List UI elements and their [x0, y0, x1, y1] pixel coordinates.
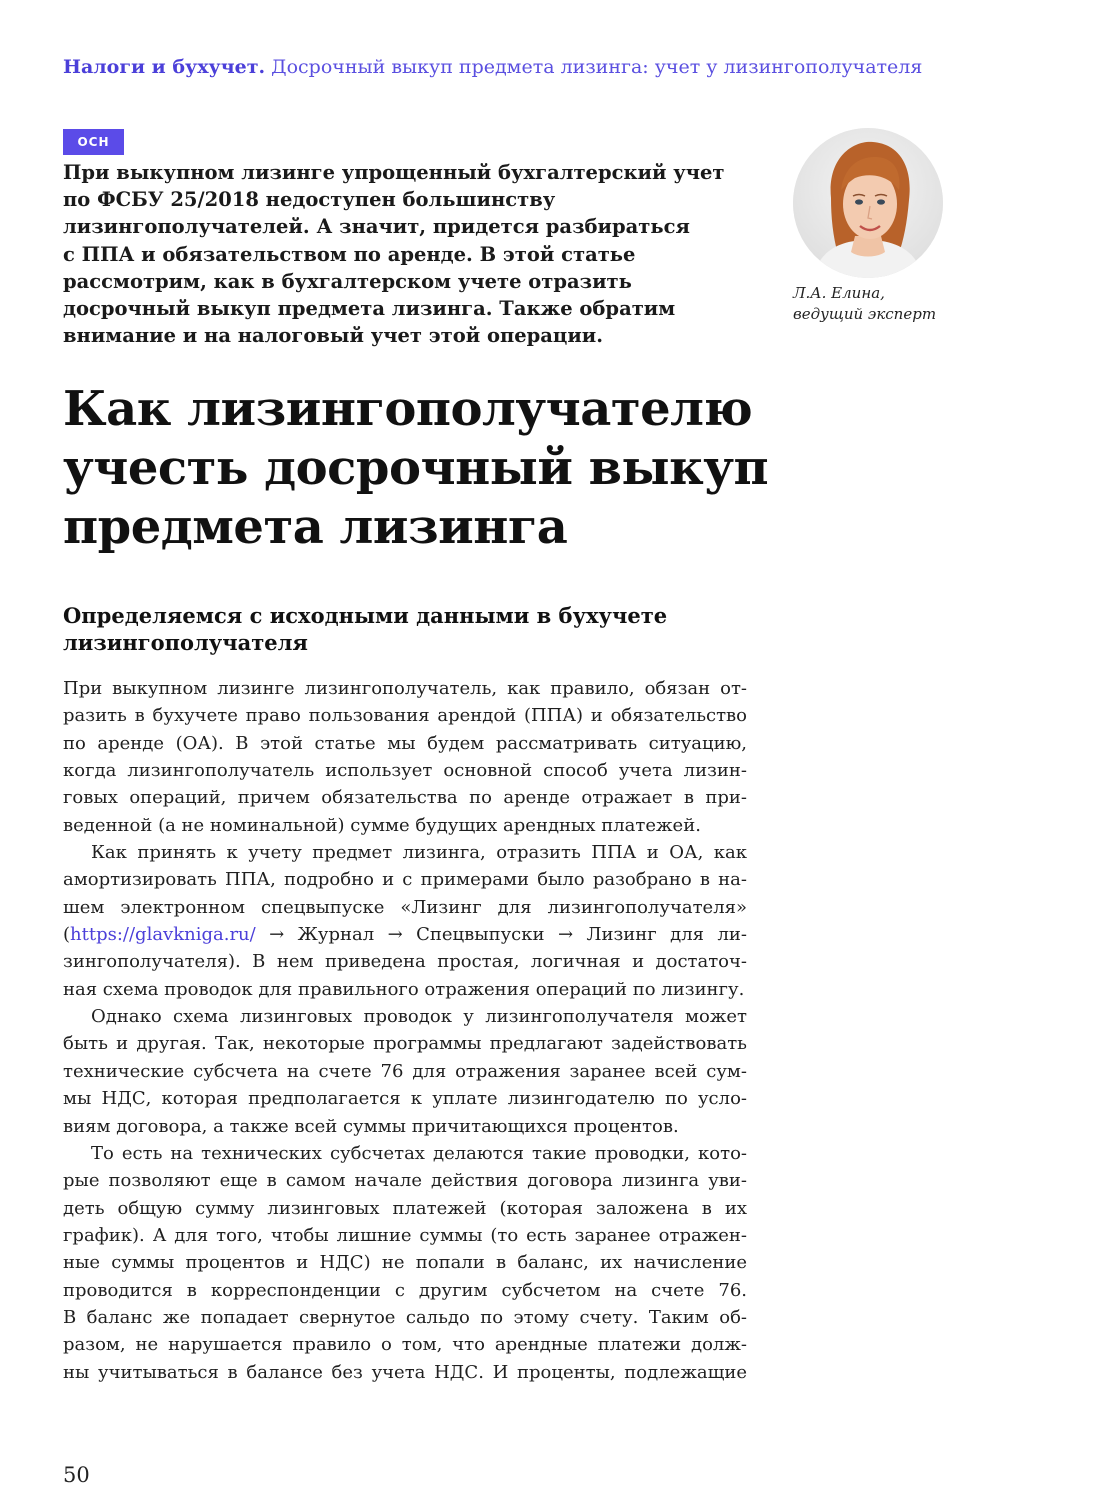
- title-line: Как лизингополучателю: [63, 381, 753, 437]
- tax-regime-tag: ОСН: [63, 129, 124, 155]
- body-line: по аренде (ОА). В этой статье мы будем рассматривать ситуацию,: [63, 732, 747, 754]
- body-line: В баланс же попадает свернутое сальдо по этому счету. Таким об-: [63, 1306, 747, 1328]
- breadcrumb-path: → Журнал → Спецвыпуски → Лизинг для ли-: [255, 924, 747, 946]
- title-line: предмета лизинга: [63, 499, 568, 555]
- body-line: мы НДС, которая предполагается к уплате лизингодателю по усло-: [63, 1088, 747, 1110]
- lead-line: досрочный выкуп предмета лизинга. Также обратим: [63, 297, 676, 321]
- lead-line: лизингополучателей. А значит, придется разбираться: [63, 215, 690, 239]
- article-body: [63, 675, 747, 1386]
- running-header: [63, 55, 1043, 79]
- article-title: [63, 380, 783, 557]
- body-line: рые позволяют еще в самом начале действия договора лизинга уви-: [63, 1170, 747, 1192]
- author-name: Л.А. Елина,: [793, 284, 885, 302]
- lead-line: с ППА и обязательством по аренде. В этой статье: [63, 242, 636, 266]
- body-line: разом, не нарушается правило о том, что арендные платежи долж-: [63, 1334, 747, 1356]
- header-section: Налоги и бухучет.: [63, 56, 266, 78]
- body-line: Как принять к учету предмет лизинга, отразить ППА и ОА, как: [91, 842, 747, 864]
- body-line: говых операций, причем обязательства по аренде отражает в при-: [63, 787, 747, 809]
- paren-open: (: [63, 924, 71, 946]
- body-line: ные суммы процентов и НДС) не попали в баланс, их начисление: [63, 1252, 747, 1274]
- section-heading: [63, 602, 763, 656]
- body-line: зингополучателя). В нем приведена простая, логичная и достаточ-: [63, 951, 747, 973]
- subhead-line: лизингополучателя: [63, 630, 308, 655]
- lead-line: При выкупном лизинге упрощенный бухгалтерский учет: [63, 161, 725, 184]
- lead-line: рассмотрим, как в бухгалтерском учете отразить: [63, 269, 632, 293]
- header-subtitle: Досрочный выкуп предмета лизинга: учет у лизингополучателя: [271, 56, 923, 78]
- body-line: проводится в корреспонденции с другим субсчетом на счете 76.: [63, 1279, 747, 1301]
- lead-paragraph: [63, 159, 743, 349]
- body-line: То есть на технических субсчетах делаются такие проводки, кото-: [91, 1142, 747, 1164]
- body-line: график). А для того, чтобы лишние суммы (то есть заранее отражен-: [63, 1224, 747, 1246]
- author-photo: [793, 128, 943, 278]
- body-line: шем электронном спецвыпуске «Лизинг для лизингополучателя»: [63, 896, 747, 918]
- body-line: При выкупном лизинге лизингополучатель, как правило, обязан от-: [63, 678, 747, 699]
- body-line: ны учитываться в балансе без учета НДС. И проценты, подлежащие: [63, 1361, 747, 1383]
- body-line: быть и другая. Так, некоторые программы предлагают задействовать: [63, 1033, 747, 1055]
- glavkniga-link[interactable]: https://glavkniga.ru/: [70, 924, 256, 946]
- author-caption: [793, 283, 993, 325]
- title-line: учесть досрочный выкуп: [63, 440, 769, 496]
- body-line-with-link: [63, 921, 747, 948]
- body-line: технические субсчета на счете 76 для отражения заранее всей сум-: [63, 1060, 747, 1082]
- author-position: ведущий эксперт: [793, 305, 937, 323]
- body-line: Однако схема лизинговых проводок у лизингополучателя может: [91, 1006, 747, 1028]
- lead-line: по ФСБУ 25/2018 недоступен большинству: [63, 188, 556, 212]
- subhead-line: Определяемся с исходными данными в бухучете: [63, 603, 668, 628]
- body-line: виям договора, а также всей суммы причитающихся процентов.: [63, 1115, 679, 1137]
- body-line: разить в бухучете право пользования арендой (ППА) и обязательство: [63, 705, 747, 727]
- page-number: 50: [63, 1463, 90, 1487]
- body-line: деть общую сумму лизинговых платежей (которая заложена в их: [63, 1197, 747, 1219]
- body-line: амортизировать ППА, подробно и с примерами было разобрано в на-: [63, 869, 747, 891]
- body-line: когда лизингополучатель использует основной способ учета лизин-: [63, 760, 747, 782]
- lead-line: внимание и на налоговый учет этой операции.: [63, 324, 604, 348]
- body-line: ная схема проводок для правильного отражения операций по лизингу.: [63, 978, 745, 1000]
- body-line: веденной (а не номинальной) сумме будущих арендных платежей.: [63, 814, 701, 836]
- author-portrait-icon: [793, 128, 943, 278]
